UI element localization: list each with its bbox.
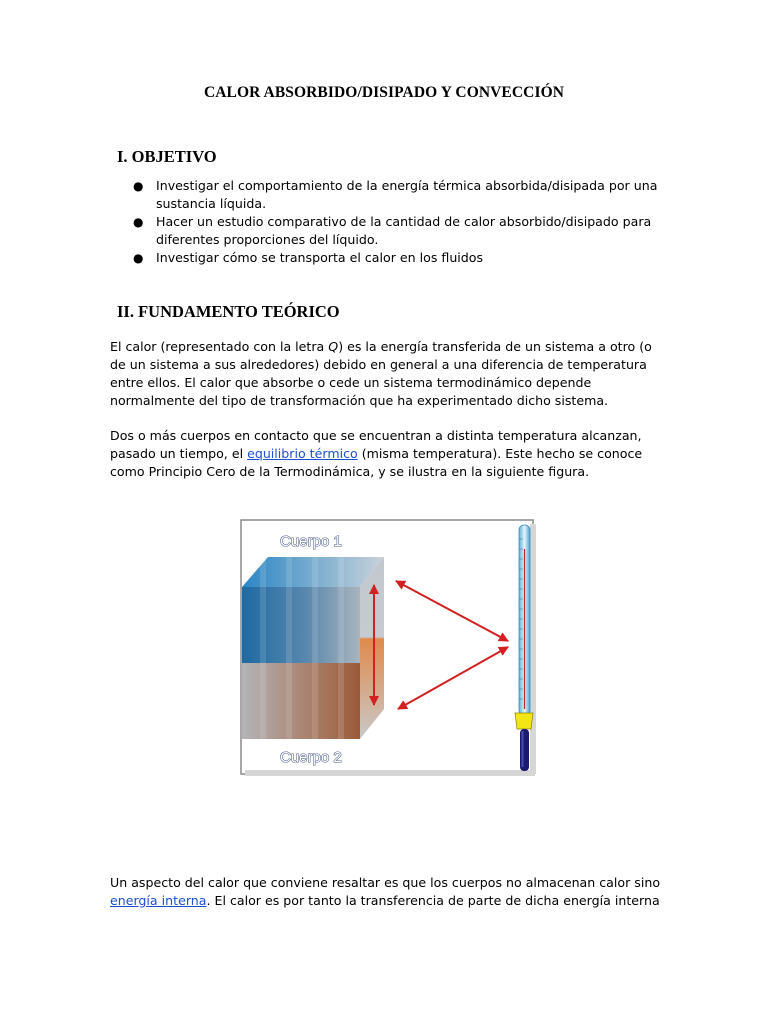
- bullet-icon: ●: [133, 215, 144, 229]
- section-heading-fundamento: II. FUNDAMENTO TEÓRICO: [117, 302, 340, 321]
- bullet-icon: ●: [133, 251, 144, 265]
- paragraph-calor-definition: El calor (representado con la letra Q) es la energía transferida de un sistema a otro (o de un sistema a sus alrededores) debido en general a una diferencia de temperatura entre ellos. El calor que absorbe o cede un sistema termodinámico depende normalmente del tipo de transformación que ha experimentado dicho sistema.: [110, 339, 652, 408]
- document-title: CALOR ABSORBIDO/DISIPADO Y CONVECCIÓN: [203, 84, 565, 101]
- label-cuerpo-2: Cuerpo 2: [280, 749, 342, 766]
- link-equilibrio-termico[interactable]: equilibrio térmico: [247, 446, 358, 461]
- figure-illustration: [240, 519, 536, 777]
- list-item: ● Investigar el comportamiento de la energía térmica absorbida/disipada por una sustancia líquida.: [133, 178, 658, 211]
- paragraph-energia-interna: Un aspecto del calor que conviene resaltar es que los cuerpos no almacenan calor sino energía interna. El calor es por tanto la transferencia de parte de dicha energía interna: [110, 875, 661, 908]
- cube-side-face: [360, 557, 384, 739]
- bullet-icon: ●: [133, 179, 144, 193]
- section-heading-objetivo: I. OBJETIVO: [117, 147, 217, 166]
- objectives-list: [130, 177, 670, 267]
- link-energia-interna[interactable]: energía interna: [110, 893, 207, 908]
- list-item: ● Investigar cómo se transporta el calor en los fluidos: [133, 250, 484, 265]
- figure-equilibrio-termico: [240, 519, 536, 777]
- list-item: ● Hacer un estudio comparativo de la cantidad de calor absorbido/disipado para diferentes proporciones del líquido.: [133, 214, 652, 247]
- label-cuerpo-1: Cuerpo 1: [280, 533, 342, 550]
- paragraph-equilibrio: Dos o más cuerpos en contacto que se encuentran a distinta temperatura alcanzan, pasado un tiempo, el equilibrio térmico (misma temperatura). Este hecho se conoce como Principio Cero de la Termodinámica, y se ilustra en la siguiente figura.: [110, 428, 643, 479]
